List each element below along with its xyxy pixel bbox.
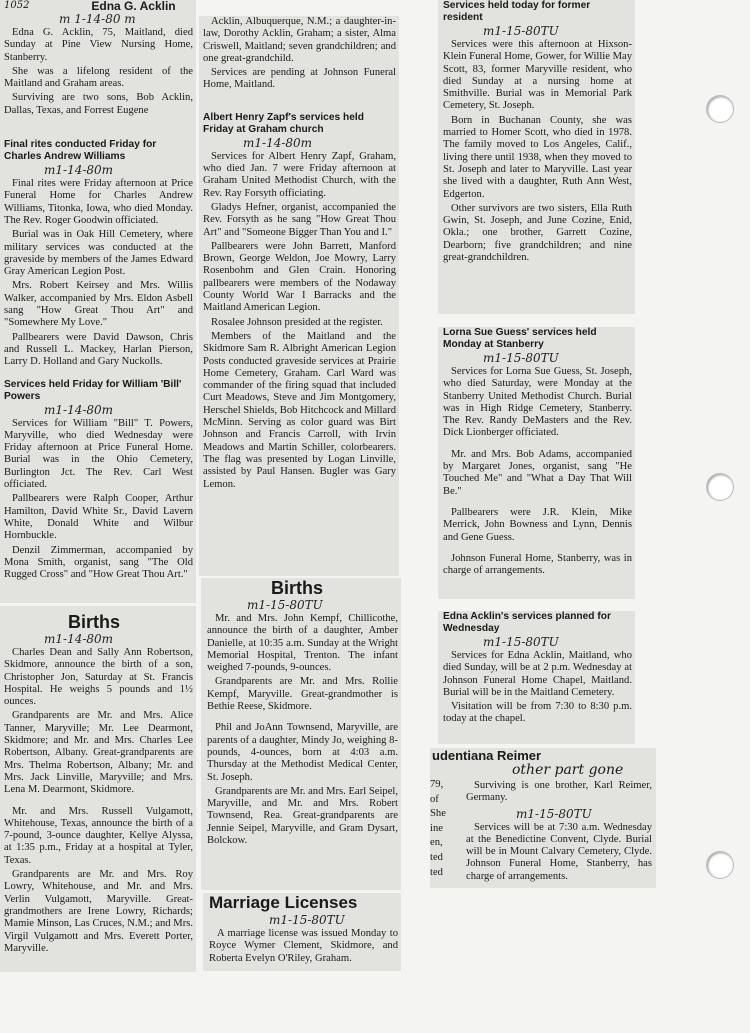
section-heading: Edna Acklin's services planned for Wednesday [443, 611, 611, 634]
paragraph: Rosalee Johnson presided at the register. [211, 316, 383, 328]
paragraph: Services were this afternoon at Hixson-Klein Funeral Home, Gower, for Willie May Scott, 83, former Maryville resident, who died Sunday at a nursing home at Smithville. Burial was in Memorial Park Cemetery, St. Joseph. [443, 39, 633, 112]
marriage-licenses-heading: Marriage Licenses [209, 893, 358, 912]
paragraph: Gladys Hefner, organist, accompanied the Rev. Forsyth as he sang "How Great Thou Art" and "Someone Bigger Than You and I." [203, 201, 396, 238]
paragraph: Mrs. Robert Keirsey and Mrs. Willis Walker, accompanied by Mrs. Eldon Asbell sang "How Great Thou Art" and "Somewhere My Love." [4, 280, 193, 329]
paragraph: Mr. and Mrs. John Kempf, Chillicothe, announce the birth of a daughter, Amber Danielle, at 10:35 a.m. Sunday at the Wright Memorial Hospital, Trenton. The infant weighed 7-pounds, 9-ounces. [207, 613, 398, 674]
paragraph: Pallbearers were J.R. Klein, Mike Merrick, John Bowness and Lynn, Dennis and Gene Guess. [443, 506, 632, 543]
paragraph: Other survivors are two sisters, Ella Ruth Gwin, St. Joseph, and June Cozine, Enid, Okla.; one brother, Garrett Cozine, Dearborn; five grandchildren; and nine great-grandchildren. [443, 202, 632, 264]
paragraph: Pallbearers were John Barrett, Manford Brown, George Weldon, Joe Mowry, Larry Rosenbohm and Glen Crain. Honoring pallbearers were members of the Nodaway County World War I Barracks and the Maitland American Legion. [203, 240, 396, 314]
section-heading: udentiana Reimer [432, 748, 542, 763]
paragraph: Edna G. Acklin, 75, Maitland, died Sunday at Pine View Nursing Home, Stanberry. [4, 27, 193, 63]
handwritten-note: other part gone [512, 762, 624, 778]
handwritten-date: m 1-14-80 m [59, 12, 136, 26]
births-heading: Births [68, 612, 121, 632]
paragraph: Services are pending at Johnson Funeral Home, Maitland. [203, 67, 396, 91]
handwritten-date: m1-15-80TU [483, 24, 559, 38]
paragraph: Phil and JoAnn Townsend, Maryville, are parents of a daughter, Mindy Jo, weighing 8-pounds, 4-ounces, born at 4:03 a.m. Thursday at the Methodist Medical Center, St. Joseph. [207, 722, 398, 783]
paragraph: Grandparents are Mr. and Mrs. Roy Lowry, Whitehouse, and Mr. and Mrs. Verlin Vulgamott, Maryville. Great-grandmothers are Irene Lowry, Richards; Mamie Minson, Las Cruces, N.M.; and Mrs. Virgil Vulgamott and Mrs. Everett Porter, Maryville. [4, 869, 193, 954]
punch-hole [706, 473, 734, 501]
paragraph: Surviving is one brother, Karl Reimer, Germany. [466, 780, 652, 804]
handwritten-date: m1-15-80TU [269, 913, 345, 927]
fragment: ted [430, 866, 443, 878]
paragraph: She was a lifelong resident of the Maitland and Graham areas. [4, 65, 193, 90]
fragment: of [430, 793, 439, 805]
handwritten-date: m1-15-80TU [483, 635, 559, 649]
paragraph: Final rites were Friday afternoon at Price Funeral Home for Charles Andrew Williams, Titonka, Iowa, who died Monday. The Rev. Roger Goodwin officiated. [4, 178, 193, 226]
marriage-licenses-clipping [203, 893, 401, 971]
fragment: en, [430, 837, 443, 849]
paragraph: Grandparents are Mr. and Mrs. Earl Seipel, Maryville, and Mr. and Mrs. Robert Townsend, Rea. Great-grandparents are Jennie Seipel, Maryville, and Gram Dysart, Bolckow. [207, 785, 398, 847]
paragraph: Mr. and Mrs. Russell Vulgamott, Whitehouse, Texas, announce the birth of a 7-pound, 3-ounce daughter, Kellye Alyssa, at 1:35 p.m., Friday at a hospital at Tyler, Texas. [4, 805, 193, 866]
births-heading: Births [271, 578, 324, 598]
paragraph: Surviving are two sons, Bob Acklin, Dallas, Texas, and Forrest Eugene [4, 92, 193, 116]
section-heading: Lorna Sue Guess' services held Monday at Stanberry [443, 327, 597, 350]
edna-acklin-services-clipping [438, 611, 635, 744]
clipping-column-2 [199, 16, 399, 576]
william-powers-section [4, 379, 193, 582]
paragraph: Pallbearers were Ralph Cooper, Arthur Hamilton, David White Sr., David Lavern White, Donald White and Wilbur Hornbuckle. [4, 493, 193, 542]
paragraph: Grandparents are Mr. and Mrs. Alice Tanner, Maryville; Mr. Lee Dearmont, Skidmore; and Mr. and Mrs. Charles Lee Robertson, Albany. Great-grandparents are Mrs. Thelma Robertson, Albany; Mr. and Mrs. Jack Linville, Maryville; and Mrs. Lena M. Dearmont, Skidmore. [4, 710, 193, 796]
section-heading: Final rites conducted Friday for Charles Andrew Williams [4, 139, 157, 163]
handwritten-date: m1-15-80TU [483, 351, 559, 365]
handwritten-date: m1-15-80TU [516, 806, 592, 821]
fragment: 79, [430, 779, 444, 790]
paragraph: Services for Lorna Sue Guess, St. Joseph, who died Saturday, were Monday at the Stanberry United Methodist Church. Burial was in High Ridge Cemetery, Stanberry. The Rev. Randy DeMasters and the Rev. Dick Lionberger officiated. [443, 366, 632, 439]
paragraph: Mr. and Mrs. Bob Adams, accompanied by Margaret Jones, organist, sang "He Touched Me" and "What a Day That Will Be." [443, 448, 632, 497]
handwritten-date: m1-14-80m [44, 163, 114, 178]
handwritten-date: m1-15-80TU [247, 598, 323, 612]
fragment: She [430, 808, 446, 820]
paragraph: Born in Buchanan County, she was married to Homer Scott, who died in 1978. The family moved to Los Angeles, Calif., living there until 1938, when they moved to St. Joseph and later to Maryville. Last year she lived with a daughter, Ruth Ann West, Edgerton. [443, 114, 632, 200]
fragment: ine [430, 822, 443, 834]
paragraph: Denzil Zimmerman, accompanied by Mona Smith, organist, sang "The Old Rugged Cross" and "How Great Thou Art." [4, 544, 193, 581]
edna-acklin-heading: Edna G. Acklin [91, 0, 176, 13]
albert-zapf-section [203, 112, 396, 491]
punch-hole [706, 851, 734, 879]
handwritten-date: m1-14-80m [243, 135, 313, 150]
paragraph: Services will be at 7:30 a.m. Wednesday at the Benedictine Convent, Clyde. Burial will be in Mount Calvary Cemetery, Clyde. Johnson Funeral Home, Stanberry, has charge of arrangements. [466, 821, 652, 882]
charles-williams-section [4, 139, 193, 368]
paragraph: Charles Dean and Sally Ann Robertson, Skidmore, announce the birth of a son, Christopher Jon, Saturday at St. Francis Hospital. He weighs 5 pounds and 1½ ounces. [4, 647, 193, 708]
corner-note: 1052 [4, 0, 30, 11]
births-clipping-1 [0, 606, 196, 972]
clipping-column-1 [0, 0, 196, 603]
reimer-clipping [430, 748, 656, 888]
reimer-body [466, 780, 652, 885]
paragraph: Visitation will be from 7:30 to 8:30 p.m. today at the chapel. [443, 701, 632, 725]
cut-margin-fragments [430, 778, 458, 880]
paragraph: Johnson Funeral Home, Stanberry, was in charge of arrangements. [443, 552, 632, 577]
paragraph: Services for William "Bill" T. Powers, Maryville, who died Wednesday were Friday afternoon at Price Funeral Home. Burial was in the Ohio Cemetery, Burlington Jct. The Rev. Carl West officiated. [4, 417, 193, 491]
paragraph: Grandparents are Mr. and Mrs. Rollie Kempf, Maryville. Great-grandmother is Bethie Reese, Skidmore. [207, 676, 398, 713]
paragraph: Acklin, Albuquerque, N.M.; a daughter-in-law, Dorothy Acklin, Graham; a sister, Alma Criswell, Maitland; seven grandchildren; and one great-grandchild. [203, 16, 396, 64]
paragraph: Services for Albert Henry Zapf, Graham, who died Jan. 7 were Friday afternoon at Graham United Methodist Church, with the Rev. Ray Forsyth officiating. [203, 150, 396, 199]
paragraph: A marriage license was issued Monday to Royce Wymer Clement, Skidmore, and Roberta Evelyn O'Riley, Graham. [209, 928, 398, 964]
handwritten-date: m1-14-80m [44, 632, 114, 646]
births-clipping-2 [201, 578, 401, 890]
paragraph: Services for Edna Acklin, Maitland, who died Sunday, will be at 2 p.m. Wednesday at Johnson Funeral Home Chapel, Maitland. Burial will be in the Maitland Cemetery. [443, 650, 632, 698]
paragraph: Members of the Maitland and the Skidmore Sam R. Albright American Legion Posts conducted graveside services at Prairie Home Cemetery, Graham. Carl Ward was commander of the firing squad that included Curt Meadows, Steve and Jim Montgomery, Herschel Shields, Bob Hitchcock and Millard McMinn. Serving as color guard was Birt Johnson and Francis Carroll, with Irvin Meadows and Martin Schiller, colorbearers. The flag was presented by Logan Linville, assisted by Paul Hansen. Bugler was Gary Lemon. [203, 330, 396, 490]
willie-scott-clipping [438, 0, 635, 314]
section-heading: Services held today for former resident [443, 0, 591, 23]
section-heading: Albert Henry Zapf's services held Friday at Graham church [203, 111, 364, 135]
fragment: ted [430, 851, 443, 863]
handwritten-date: m1-14-80m [44, 402, 114, 417]
section-heading: Services held Friday for William 'Bill' Powers [4, 378, 182, 402]
punch-hole [706, 95, 734, 123]
edna-acklin-obituary [4, 27, 193, 117]
paragraph: Pallbearers were David Dawson, Chris and Russell L. Mackey, Harlan Pierson, Larry D. Holland and Gary Nuckolls. [4, 331, 193, 368]
paragraph: Burial was in Oak Hill Cemetery, where military services was conducted at the graveside by members of the James Edward Gray American Legion Post. [4, 229, 193, 278]
lorna-guess-clipping [438, 327, 635, 599]
